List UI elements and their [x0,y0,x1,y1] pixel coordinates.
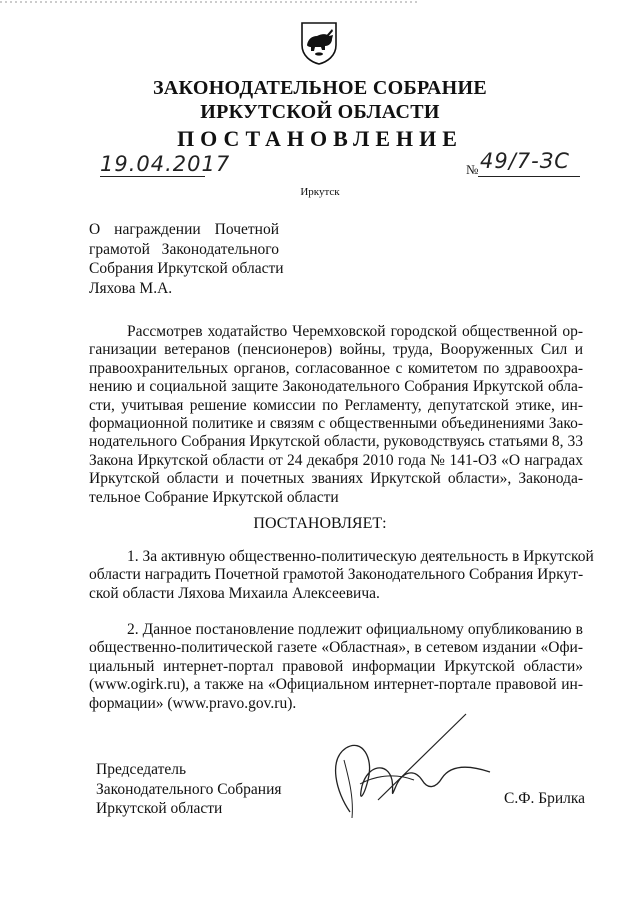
text-line: нодательного Собрания Иркутской области, руководствуясь статьями 8, 33 [89,433,583,451]
subject-line: Ляхова М.А. [89,279,173,297]
text-line: тельное Собрание Иркутской области [89,488,339,506]
city-name: Иркутск [300,186,340,198]
signatory-title-line: Иркутской области [96,800,223,817]
date-handwritten: 19.04.2017 [100,152,231,176]
text-line: нению и социальной защите Законодательного Собрания Иркутской обла- [89,378,583,396]
text-line: правоохранительных органов, согласованное с комитетом по здравоохра- [89,359,583,377]
org-name-line1: ЗАКОНОДАТЕЛЬНОЕ СОБРАНИЕ [152,77,488,99]
text-line: формации» (www.pravo.gov.ru). [89,694,297,712]
text-line: 1. За активную общественно-политическую деятельность в Иркутской [127,548,594,565]
text-line: сти, учитывая решение комиссии по Регламенту, депутатской этике, ин- [89,396,583,414]
subject-line: О награждении Почетной [89,221,279,238]
text-line: ской области Ляхова Михаила Алексеевича. [89,584,380,602]
text-line: Рассмотрев ходатайство Черемховской городской общественной ор- [127,323,583,340]
text-line: формационной политике и связям с общественными объединениями Зако- [89,415,583,433]
text-line: общественно-политической газете «Областная», в сетевом издании «Офи- [89,639,583,657]
signatory-title-line: Председатель [96,761,187,778]
text-line: ганизации ветеранов (пенсионеров) войны, труда, Вооруженных Сил и [89,341,583,359]
date-underline [100,176,205,177]
subject-line: Собрания Иркутской области [89,260,284,277]
number-label: № [466,162,479,177]
text-line: циальный интернет-портал правовой информации Иркутской области» [89,657,583,675]
text-line: 2. Данное постановление подлежит официальному опубликованию в [127,621,583,638]
resolution-item-1 [89,548,594,603]
text-line: области наградить Почетной грамотой Законодательного Собрания Иркут- [89,566,584,584]
number-underline [478,176,580,177]
signatory-title-line: Законодательного Собрания [96,780,282,798]
signatory-title [96,760,282,819]
resolves-heading: ПОСТАНОВЛЯЕТ: [253,515,387,532]
text-line: Иркутской области и почетных званиях Иркутской области», Законода- [89,470,583,488]
subject-line: грамотой Законодательного [89,240,279,258]
signatory-name: С.Ф. Брилка [504,790,586,807]
org-name-line2: ИРКУТСКОЙ ОБЛАСТИ [200,101,440,123]
scan-edge-noise [0,0,640,6]
subject-block [89,220,284,298]
text-line: (www.ogirk.ru), а также на «Официальном интернет-портале правовой ин- [89,676,583,694]
preamble-paragraph [89,323,583,507]
handwritten-signature [318,700,498,825]
text-line: Закона Иркутской области от 24 декабря 2010 года № 141-ОЗ «О наградах [89,451,583,469]
document-type-title: ПОСТАНОВЛЕНИЕ [177,126,463,151]
coat-of-arms-icon [299,21,339,65]
number-handwritten: 49/7-ЗС [480,149,570,173]
